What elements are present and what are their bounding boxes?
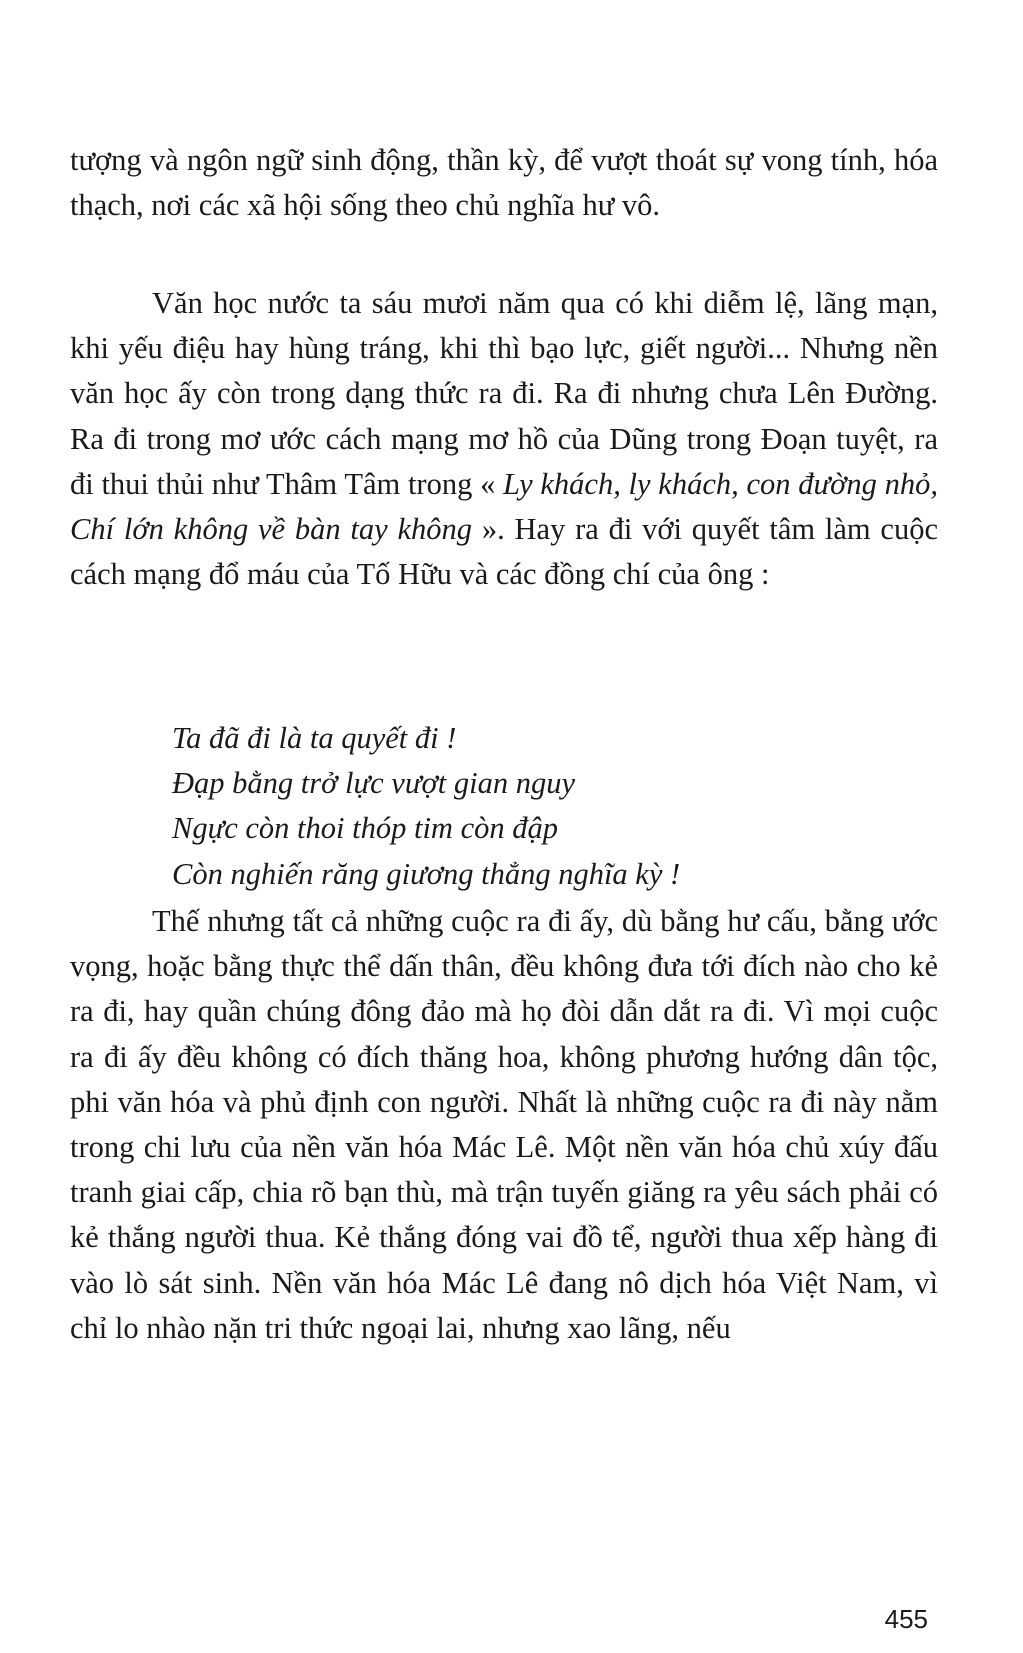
paragraph-departures	[70, 899, 938, 1351]
paragraph-continuation	[70, 138, 938, 228]
paragraph-literature	[70, 281, 938, 597]
poem-line: Ta đã đi là ta quyết đi !	[172, 721, 457, 755]
paragraph-text: Thế nhưng tất cả những cuộc ra đi ấy, dù bằng hư cấu, bằng ước vọng, hoặc bằng thực thể dấn thân, đều không đưa tới đích nào cho kẻ ra đi, hay quần chúng đông đảo mà họ đòi dẫn dắt ra đi. Vì mọi cuộc ra đi ấy đều không có đích thăng hoa, không phương hướng dân tộc, phi văn hóa và phủ định con người. Nhất là những cuộc ra đi này nằm trong chi lưu của nền văn hóa Mác Lê. Một nền văn hóa chủ xúy đấu tranh giai cấp, chia rõ bạn thù, mà trận tuyến giăng ra yêu sách phải có kẻ thắng người thua. Kẻ thắng đóng vai đồ tể, người thua xếp hàng đi vào lò sát sinh. Nền văn hóa Mác Lê đang nô dịch hóa Việt Nam, vì chỉ lo nhào nặn tri thức ngoại lai, nhưng xao lãng, nếu	[70, 904, 938, 1345]
poem-line: Ngực còn thoi thóp tim còn đập	[172, 811, 558, 846]
paragraph-text	[70, 281, 938, 597]
quoted-verse: Ly khách, ly khách, con đường nhỏ, Chí lớn không về bàn tay không	[70, 466, 938, 547]
paragraph-text-part: Văn học nước ta sáu mươi năm qua có khi diễm lệ, lãng mạn, khi yếu điệu hay hùng tráng, khi thì bạo lực, giết người... Nhưng nền văn học ấy còn trong dạng thức ra đi. Ra đi nhưng chưa Lên Đường. Ra đi trong mơ ước cách mạng mơ hồ của Dũng trong Đoạn tuyệt, ra đi thui thủi như Thâm Tâm trong «	[70, 286, 938, 501]
page-number: 455	[884, 1604, 928, 1634]
poem-line: Còn nghiến răng giương thẳng nghĩa kỳ !	[172, 856, 681, 891]
paragraph-text: tượng và ngôn ngữ sinh động, thần kỳ, để vượt thoát sự vong tính, hóa thạch, nơi các xã hội sống theo chủ nghĩa hư vô.	[70, 143, 938, 223]
poem-line: Đạp bằng trở lực vượt gian nguy	[172, 766, 575, 801]
paragraph-text-part: ». Hay ra đi với quyết tâm làm cuộc cách mạng đổ máu của Tố Hữu và các đồng chí của ông :	[70, 512, 938, 592]
poem-block	[172, 716, 932, 897]
